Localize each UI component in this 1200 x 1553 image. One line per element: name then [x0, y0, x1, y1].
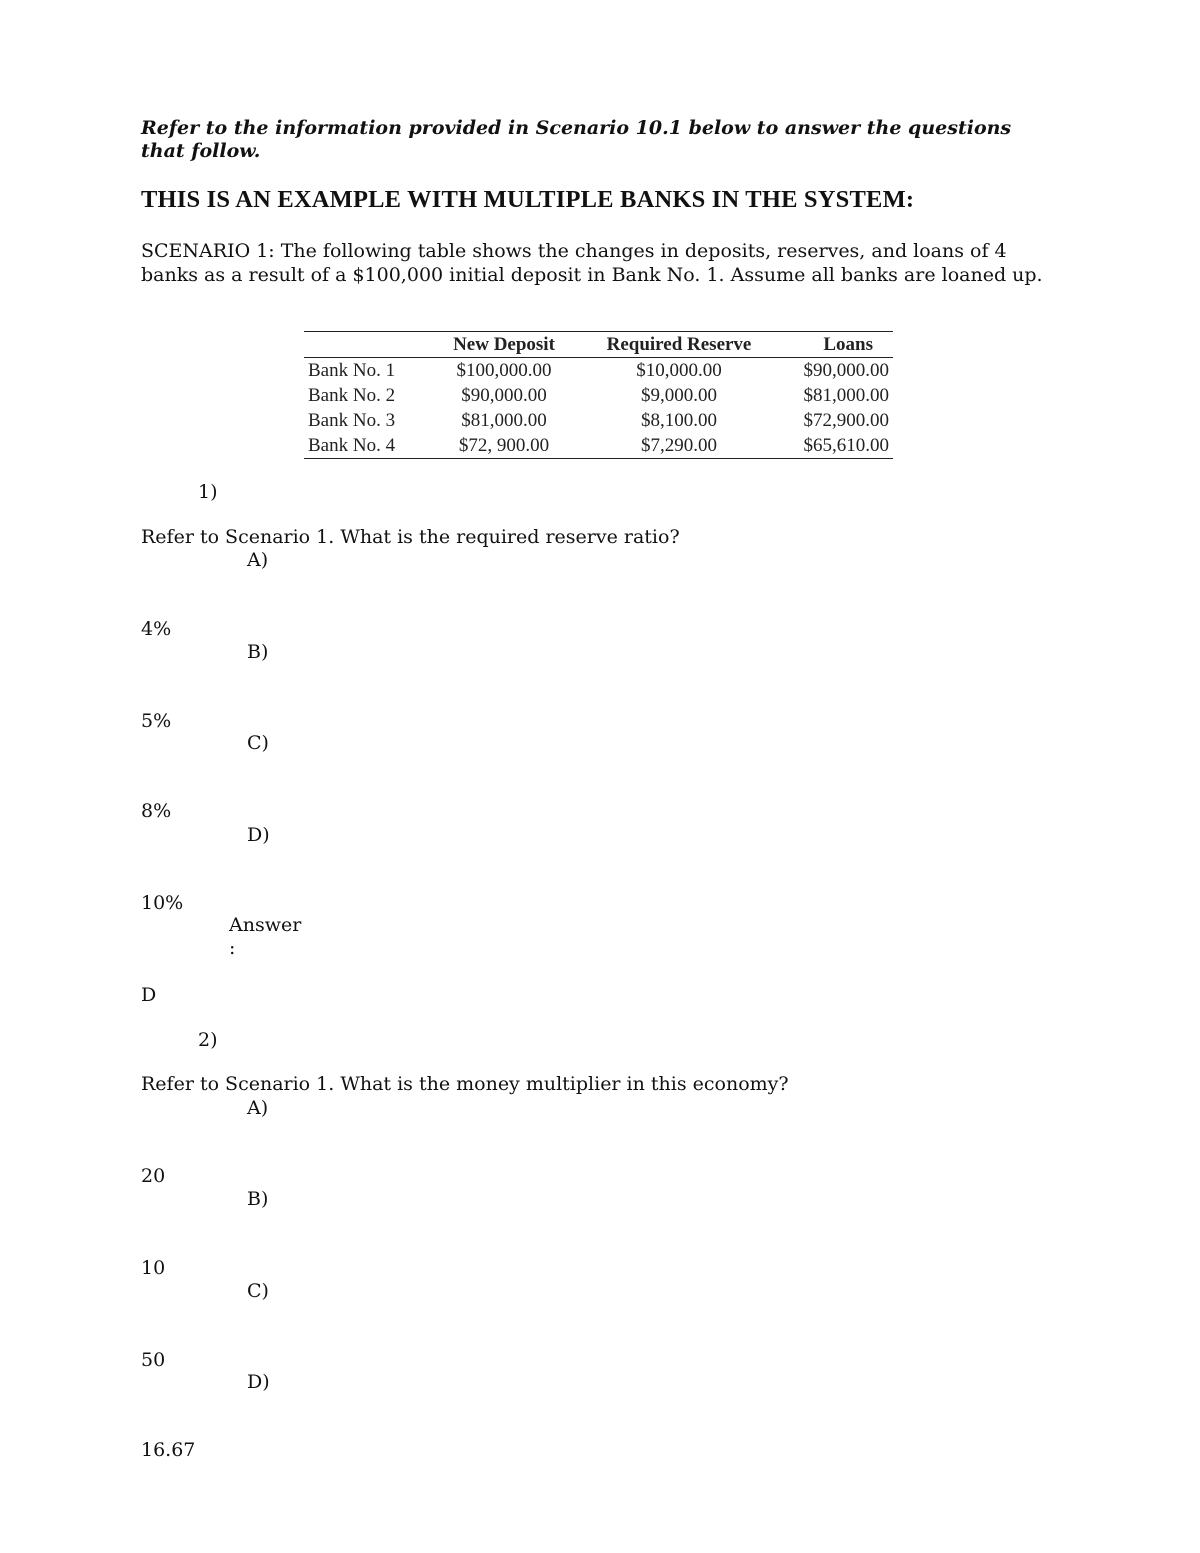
table-cell-new-deposit: $72, 900.00: [458, 435, 550, 456]
table-cell-required-reserve: $10,000.00: [636, 360, 722, 381]
section-heading: THIS IS AN EXAMPLE WITH MULTIPLE BANKS IN THE SYSTEM:: [141, 186, 915, 213]
question-text: Refer to Scenario 1. What is the required reserve ratio?: [141, 526, 680, 548]
option-letter: A): [247, 549, 269, 571]
table-cell-bank: Bank No. 3: [308, 410, 396, 431]
table-cell-new-deposit: $90,000.00: [461, 385, 547, 406]
table-row: [304, 383, 893, 408]
table-cell-required-reserve: $7,290.00: [641, 435, 717, 456]
option-letter: B): [247, 1188, 269, 1210]
answer-label: Answer: [229, 914, 302, 936]
table-row: [304, 433, 893, 458]
table-header-new-deposit: New Deposit: [453, 334, 555, 355]
option-value: 10%: [141, 892, 184, 914]
question-number: 1): [198, 481, 218, 503]
table-cell-bank: Bank No. 4: [308, 435, 396, 456]
question-text: Refer to Scenario 1. What is the money multiplier in this economy?: [141, 1073, 789, 1095]
answer-value: D: [141, 984, 157, 1006]
bank-changes-table: [304, 331, 893, 459]
table-header-row: [304, 332, 893, 358]
table-cell-new-deposit: $100,000.00: [456, 360, 552, 381]
table-header-required-reserve: Required Reserve: [606, 334, 752, 355]
table-cell-loans: $72,900.00: [803, 410, 889, 431]
table-cell-bank: Bank No. 1: [308, 360, 396, 381]
option-value: 10: [141, 1257, 166, 1279]
option-letter: D): [247, 1371, 270, 1393]
table-cell-loans: $65,610.00: [803, 435, 889, 456]
table-row: [304, 408, 893, 433]
table-cell-required-reserve: $9,000.00: [641, 385, 717, 406]
table-cell-loans: $90,000.00: [803, 360, 889, 381]
option-letter: D): [247, 824, 270, 846]
table-cell-bank: Bank No. 2: [308, 385, 396, 406]
option-value: 20: [141, 1165, 166, 1187]
option-letter: B): [247, 641, 269, 663]
option-value: 16.67: [141, 1439, 196, 1461]
scenario-description: SCENARIO 1: The following table shows the changes in deposits, reserves, and loans of 4 banks as a result of a $100,000 initial deposit in Bank No. 1. Assume all banks are loaned up.: [141, 240, 1043, 286]
table-cell-required-reserve: $8,100.00: [641, 410, 717, 431]
option-value: 4%: [141, 618, 172, 640]
option-value: 8%: [141, 800, 172, 822]
option-letter: C): [247, 732, 269, 754]
table-cell-loans: $81,000.00: [803, 385, 889, 406]
option-value: 50: [141, 1349, 166, 1371]
question-number: 2): [198, 1029, 218, 1051]
table-row: [304, 358, 893, 383]
option-value: 5%: [141, 710, 172, 732]
intro-instruction: Refer to the information provided in Scenario 10.1 below to answer the questions that follow.: [141, 117, 1012, 162]
option-letter: A): [247, 1097, 269, 1119]
option-letter: C): [247, 1280, 269, 1302]
answer-colon: :: [229, 937, 236, 959]
table-cell-new-deposit: $81,000.00: [461, 410, 547, 431]
table-header-loans: Loans: [823, 334, 873, 355]
